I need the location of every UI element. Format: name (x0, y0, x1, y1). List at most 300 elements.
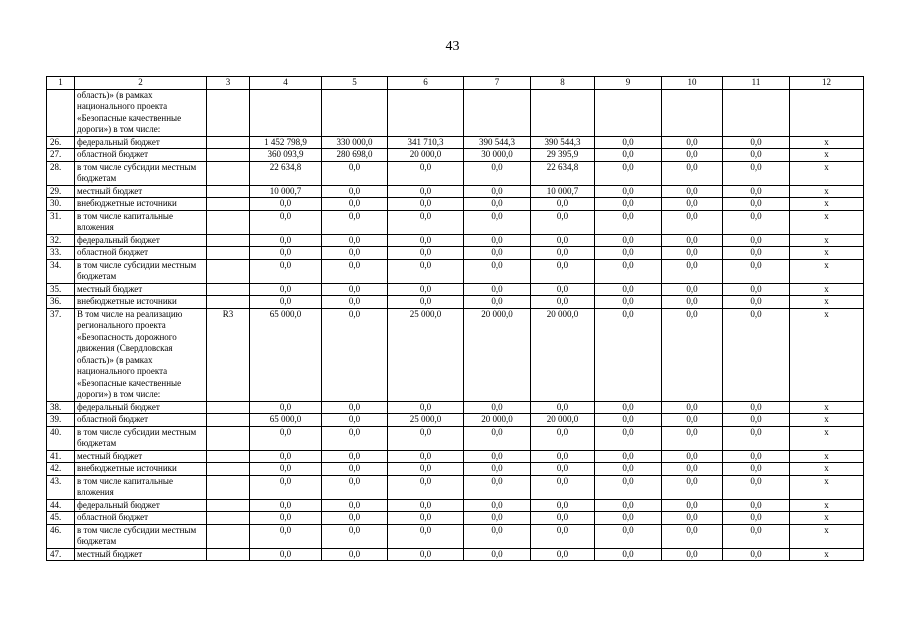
value-cell: 0,0 (531, 475, 595, 499)
column-header: 10 (662, 77, 723, 90)
row-label-cell: в том числе субсидии местным бюджетам (75, 161, 207, 185)
column-header: 9 (595, 77, 662, 90)
value-cell (207, 149, 250, 162)
value-cell (662, 89, 723, 136)
value-cell: 0,0 (723, 308, 790, 401)
value-cell: 0,0 (595, 234, 662, 247)
value-cell (723, 89, 790, 136)
value-cell: 0,0 (531, 247, 595, 260)
value-cell (464, 89, 531, 136)
value-cell: 0,0 (322, 548, 388, 561)
value-cell: 0,0 (250, 259, 322, 283)
value-cell: 0,0 (464, 161, 531, 185)
value-cell (207, 247, 250, 260)
row-label-cell: в том числе субсидии местным бюджетам (75, 259, 207, 283)
value-cell: 0,0 (662, 149, 723, 162)
value-cell (207, 89, 250, 136)
value-cell: 0,0 (388, 185, 464, 198)
value-cell: 0,0 (723, 185, 790, 198)
value-cell: 0,0 (662, 499, 723, 512)
value-cell: 0,0 (388, 463, 464, 476)
row-label-cell: федеральный бюджет (75, 136, 207, 149)
value-cell: х (790, 499, 864, 512)
value-cell: 0,0 (322, 475, 388, 499)
value-cell: 0,0 (388, 512, 464, 525)
value-cell: х (790, 234, 864, 247)
row-number-cell: 29. (47, 185, 75, 198)
value-cell: х (790, 401, 864, 414)
value-cell: 0,0 (662, 308, 723, 401)
value-cell: 0,0 (464, 548, 531, 561)
value-cell: 0,0 (322, 450, 388, 463)
value-cell: 0,0 (723, 475, 790, 499)
table-row (47, 210, 864, 234)
value-cell: 0,0 (464, 463, 531, 476)
value-cell (322, 89, 388, 136)
value-cell: 0,0 (464, 499, 531, 512)
table-row (47, 234, 864, 247)
table-row (47, 283, 864, 296)
value-cell (207, 136, 250, 149)
value-cell (207, 512, 250, 525)
value-cell: 25 000,0 (388, 414, 464, 427)
value-cell (207, 426, 250, 450)
value-cell: R3 (207, 308, 250, 401)
value-cell: 0,0 (322, 234, 388, 247)
value-cell: 0,0 (595, 210, 662, 234)
value-cell: 390 544,3 (464, 136, 531, 149)
row-number-cell: 39. (47, 414, 75, 427)
row-number-cell: 37. (47, 308, 75, 401)
value-cell: 0,0 (322, 499, 388, 512)
value-cell: 0,0 (723, 149, 790, 162)
row-label-cell: в том числе капитальные вложения (75, 475, 207, 499)
value-cell: х (790, 450, 864, 463)
row-number-cell: 46. (47, 524, 75, 548)
value-cell: 0,0 (662, 426, 723, 450)
value-cell: 0,0 (322, 296, 388, 309)
value-cell: 0,0 (322, 185, 388, 198)
value-cell: х (790, 475, 864, 499)
row-label-cell: местный бюджет (75, 185, 207, 198)
value-cell: х (790, 259, 864, 283)
value-cell: 0,0 (388, 283, 464, 296)
value-cell: 10 000,7 (250, 185, 322, 198)
value-cell: 0,0 (595, 475, 662, 499)
value-cell: 0,0 (388, 296, 464, 309)
value-cell: 0,0 (250, 210, 322, 234)
value-cell: 20 000,0 (531, 414, 595, 427)
value-cell: 0,0 (250, 499, 322, 512)
value-cell: 0,0 (322, 283, 388, 296)
row-label-cell: федеральный бюджет (75, 234, 207, 247)
value-cell: 0,0 (250, 247, 322, 260)
value-cell: 0,0 (662, 296, 723, 309)
row-label-cell: в том числе субсидии местным бюджетам (75, 426, 207, 450)
value-cell: 0,0 (322, 247, 388, 260)
value-cell: 0,0 (250, 283, 322, 296)
value-cell: 0,0 (595, 283, 662, 296)
value-cell: 0,0 (595, 198, 662, 211)
value-cell: 0,0 (595, 401, 662, 414)
value-cell: х (790, 296, 864, 309)
value-cell: 0,0 (595, 296, 662, 309)
value-cell: 0,0 (662, 414, 723, 427)
table-row (47, 548, 864, 561)
value-cell: 0,0 (531, 283, 595, 296)
row-number-cell: 42. (47, 463, 75, 476)
column-header: 6 (388, 77, 464, 90)
value-cell: 0,0 (595, 259, 662, 283)
table-row (47, 259, 864, 283)
value-cell: 0,0 (250, 296, 322, 309)
value-cell: 0,0 (388, 426, 464, 450)
value-cell: х (790, 161, 864, 185)
row-number-cell (47, 89, 75, 136)
column-header: 5 (322, 77, 388, 90)
value-cell: 0,0 (662, 401, 723, 414)
value-cell: 0,0 (464, 283, 531, 296)
value-cell: 0,0 (322, 259, 388, 283)
value-cell: 0,0 (595, 414, 662, 427)
value-cell: 0,0 (595, 450, 662, 463)
budget-table (46, 76, 864, 561)
value-cell: 0,0 (531, 524, 595, 548)
table-row (47, 247, 864, 260)
value-cell: 0,0 (723, 136, 790, 149)
row-label-cell: область)» (в рамках национального проекта «Безопасные качественные дороги») в том числе: (75, 89, 207, 136)
value-cell (207, 414, 250, 427)
value-cell: 0,0 (662, 198, 723, 211)
value-cell: 0,0 (595, 463, 662, 476)
value-cell: 0,0 (662, 210, 723, 234)
value-cell: х (790, 210, 864, 234)
value-cell: 0,0 (464, 247, 531, 260)
value-cell: 0,0 (464, 475, 531, 499)
value-cell: х (790, 414, 864, 427)
value-cell: 0,0 (531, 401, 595, 414)
value-cell: 0,0 (322, 426, 388, 450)
value-cell: 0,0 (595, 149, 662, 162)
row-number-cell: 34. (47, 259, 75, 283)
value-cell: 0,0 (723, 463, 790, 476)
value-cell: 0,0 (595, 499, 662, 512)
value-cell: 0,0 (531, 234, 595, 247)
value-cell: 0,0 (531, 548, 595, 561)
value-cell: 0,0 (723, 426, 790, 450)
value-cell: 0,0 (322, 524, 388, 548)
value-cell (207, 234, 250, 247)
value-cell: 0,0 (464, 426, 531, 450)
value-cell (207, 548, 250, 561)
value-cell: 0,0 (388, 210, 464, 234)
value-cell: 0,0 (723, 198, 790, 211)
value-cell: 0,0 (250, 426, 322, 450)
value-cell: х (790, 283, 864, 296)
value-cell: 22 634,8 (250, 161, 322, 185)
row-number-cell: 47. (47, 548, 75, 561)
row-label-cell: местный бюджет (75, 548, 207, 561)
value-cell (207, 198, 250, 211)
column-header: 8 (531, 77, 595, 90)
row-number-cell: 32. (47, 234, 75, 247)
row-number-cell: 44. (47, 499, 75, 512)
table-row (47, 89, 864, 136)
value-cell: 0,0 (322, 401, 388, 414)
value-cell (250, 89, 322, 136)
value-cell: 0,0 (723, 548, 790, 561)
table-row (47, 512, 864, 525)
value-cell: 22 634,8 (531, 161, 595, 185)
value-cell: 65 000,0 (250, 308, 322, 401)
value-cell: 0,0 (464, 401, 531, 414)
value-cell: 0,0 (662, 463, 723, 476)
value-cell (595, 89, 662, 136)
row-number-cell: 31. (47, 210, 75, 234)
value-cell: 0,0 (531, 499, 595, 512)
row-label-cell: федеральный бюджет (75, 401, 207, 414)
row-label-cell: областной бюджет (75, 512, 207, 525)
value-cell: 0,0 (250, 512, 322, 525)
value-cell: 390 544,3 (531, 136, 595, 149)
value-cell: 0,0 (388, 524, 464, 548)
page-number: 43 (445, 39, 460, 54)
value-cell (207, 475, 250, 499)
value-cell: 0,0 (531, 450, 595, 463)
row-number-cell: 33. (47, 247, 75, 260)
table-row (47, 308, 864, 401)
value-cell: 0,0 (464, 185, 531, 198)
value-cell: 25 000,0 (388, 308, 464, 401)
value-cell: 0,0 (388, 198, 464, 211)
value-cell: 10 000,7 (531, 185, 595, 198)
value-cell: 0,0 (662, 247, 723, 260)
value-cell: 0,0 (723, 499, 790, 512)
table-row (47, 499, 864, 512)
value-cell: 0,0 (723, 450, 790, 463)
value-cell: 0,0 (388, 161, 464, 185)
value-cell: х (790, 198, 864, 211)
table-header-row (47, 77, 864, 90)
value-cell: х (790, 185, 864, 198)
table-row (47, 161, 864, 185)
value-cell: 0,0 (388, 234, 464, 247)
table-row (47, 426, 864, 450)
value-cell: 0,0 (595, 548, 662, 561)
value-cell: 0,0 (250, 198, 322, 211)
value-cell: 0,0 (723, 161, 790, 185)
value-cell: 30 000,0 (464, 149, 531, 162)
value-cell: 0,0 (250, 234, 322, 247)
value-cell: 0,0 (531, 259, 595, 283)
value-cell: 0,0 (388, 247, 464, 260)
value-cell: 0,0 (322, 198, 388, 211)
value-cell: 0,0 (595, 247, 662, 260)
value-cell: 0,0 (250, 524, 322, 548)
column-header: 12 (790, 77, 864, 90)
value-cell: 0,0 (662, 450, 723, 463)
value-cell: 0,0 (388, 259, 464, 283)
value-cell (531, 89, 595, 136)
value-cell: 0,0 (464, 259, 531, 283)
value-cell: 0,0 (388, 450, 464, 463)
row-number-cell: 26. (47, 136, 75, 149)
value-cell: 0,0 (662, 475, 723, 499)
value-cell: 0,0 (595, 426, 662, 450)
value-cell (790, 89, 864, 136)
value-cell: х (790, 149, 864, 162)
value-cell: 0,0 (662, 234, 723, 247)
table-row (47, 296, 864, 309)
table-row (47, 463, 864, 476)
value-cell: 0,0 (322, 463, 388, 476)
row-label-cell: В том числе на реализацию регионального проекта «Безопасность дорожного движения (Свердловская область)» (в рамках национального проекта «Безопасные качественные дороги») в том числе: (75, 308, 207, 401)
value-cell: 0,0 (595, 161, 662, 185)
row-number-cell: 35. (47, 283, 75, 296)
column-header: 7 (464, 77, 531, 90)
column-header: 1 (47, 77, 75, 90)
row-label-cell: в том числе капитальные вложения (75, 210, 207, 234)
value-cell: 280 698,0 (322, 149, 388, 162)
value-cell (207, 463, 250, 476)
value-cell: 0,0 (250, 463, 322, 476)
column-header: 3 (207, 77, 250, 90)
value-cell: х (790, 548, 864, 561)
value-cell: 0,0 (322, 308, 388, 401)
value-cell: х (790, 136, 864, 149)
value-cell: 0,0 (723, 512, 790, 525)
value-cell: 0,0 (723, 210, 790, 234)
column-header: 11 (723, 77, 790, 90)
value-cell: 0,0 (662, 548, 723, 561)
value-cell: 0,0 (531, 210, 595, 234)
value-cell (207, 210, 250, 234)
value-cell: 0,0 (464, 512, 531, 525)
value-cell: 0,0 (531, 512, 595, 525)
value-cell: 0,0 (723, 247, 790, 260)
value-cell (207, 401, 250, 414)
row-label-cell: в том числе субсидии местным бюджетам (75, 524, 207, 548)
value-cell: 0,0 (662, 524, 723, 548)
row-number-cell: 41. (47, 450, 75, 463)
value-cell: 0,0 (662, 161, 723, 185)
row-label-cell: областной бюджет (75, 247, 207, 260)
row-number-cell: 27. (47, 149, 75, 162)
value-cell: 0,0 (662, 259, 723, 283)
value-cell: 0,0 (464, 450, 531, 463)
value-cell: 20 000,0 (531, 308, 595, 401)
value-cell: х (790, 463, 864, 476)
row-label-cell: внебюджетные источники (75, 296, 207, 309)
value-cell: 65 000,0 (250, 414, 322, 427)
value-cell: 0,0 (464, 198, 531, 211)
value-cell (207, 283, 250, 296)
value-cell: 360 093,9 (250, 149, 322, 162)
value-cell: х (790, 247, 864, 260)
value-cell (388, 89, 464, 136)
value-cell: 0,0 (595, 136, 662, 149)
value-cell: 0,0 (723, 234, 790, 247)
table-row (47, 185, 864, 198)
value-cell: 0,0 (662, 512, 723, 525)
row-number-cell: 40. (47, 426, 75, 450)
value-cell: 0,0 (531, 426, 595, 450)
value-cell: 0,0 (250, 548, 322, 561)
value-cell: 0,0 (723, 401, 790, 414)
value-cell: 0,0 (388, 499, 464, 512)
value-cell: 0,0 (322, 161, 388, 185)
value-cell (207, 296, 250, 309)
value-cell: 0,0 (464, 210, 531, 234)
row-label-cell: местный бюджет (75, 283, 207, 296)
value-cell: 0,0 (388, 401, 464, 414)
value-cell: 0,0 (595, 185, 662, 198)
value-cell: 0,0 (662, 185, 723, 198)
value-cell (207, 450, 250, 463)
value-cell: 0,0 (531, 296, 595, 309)
value-cell: 330 000,0 (322, 136, 388, 149)
table-row (47, 524, 864, 548)
value-cell: 0,0 (464, 234, 531, 247)
value-cell: 1 452 798,9 (250, 136, 322, 149)
value-cell: 20 000,0 (464, 414, 531, 427)
value-cell: 29 395,9 (531, 149, 595, 162)
value-cell: 0,0 (322, 414, 388, 427)
row-number-cell: 43. (47, 475, 75, 499)
value-cell: 0,0 (388, 475, 464, 499)
column-header: 2 (75, 77, 207, 90)
value-cell: 0,0 (250, 475, 322, 499)
value-cell: 0,0 (723, 259, 790, 283)
value-cell: 0,0 (322, 512, 388, 525)
value-cell (207, 185, 250, 198)
table-row (47, 414, 864, 427)
value-cell (207, 524, 250, 548)
value-cell: 0,0 (322, 210, 388, 234)
table-row (47, 475, 864, 499)
value-cell (207, 161, 250, 185)
column-header: 4 (250, 77, 322, 90)
row-number-cell: 45. (47, 512, 75, 525)
value-cell: х (790, 308, 864, 401)
value-cell: 0,0 (662, 136, 723, 149)
row-number-cell: 36. (47, 296, 75, 309)
table-row (47, 149, 864, 162)
row-label-cell: областной бюджет (75, 149, 207, 162)
value-cell: 0,0 (595, 308, 662, 401)
value-cell: 20 000,0 (388, 149, 464, 162)
value-cell: 0,0 (531, 463, 595, 476)
row-label-cell: местный бюджет (75, 450, 207, 463)
value-cell: 0,0 (250, 401, 322, 414)
value-cell: 0,0 (723, 296, 790, 309)
table-row (47, 401, 864, 414)
row-label-cell: областной бюджет (75, 414, 207, 427)
row-number-cell: 30. (47, 198, 75, 211)
value-cell: 0,0 (595, 512, 662, 525)
value-cell: 0,0 (531, 198, 595, 211)
value-cell: 0,0 (250, 450, 322, 463)
table-row (47, 450, 864, 463)
value-cell: 0,0 (723, 524, 790, 548)
row-number-cell: 28. (47, 161, 75, 185)
value-cell: 341 710,3 (388, 136, 464, 149)
value-cell (207, 499, 250, 512)
row-number-cell: 38. (47, 401, 75, 414)
value-cell: х (790, 426, 864, 450)
value-cell: 0,0 (723, 414, 790, 427)
table-row (47, 198, 864, 211)
